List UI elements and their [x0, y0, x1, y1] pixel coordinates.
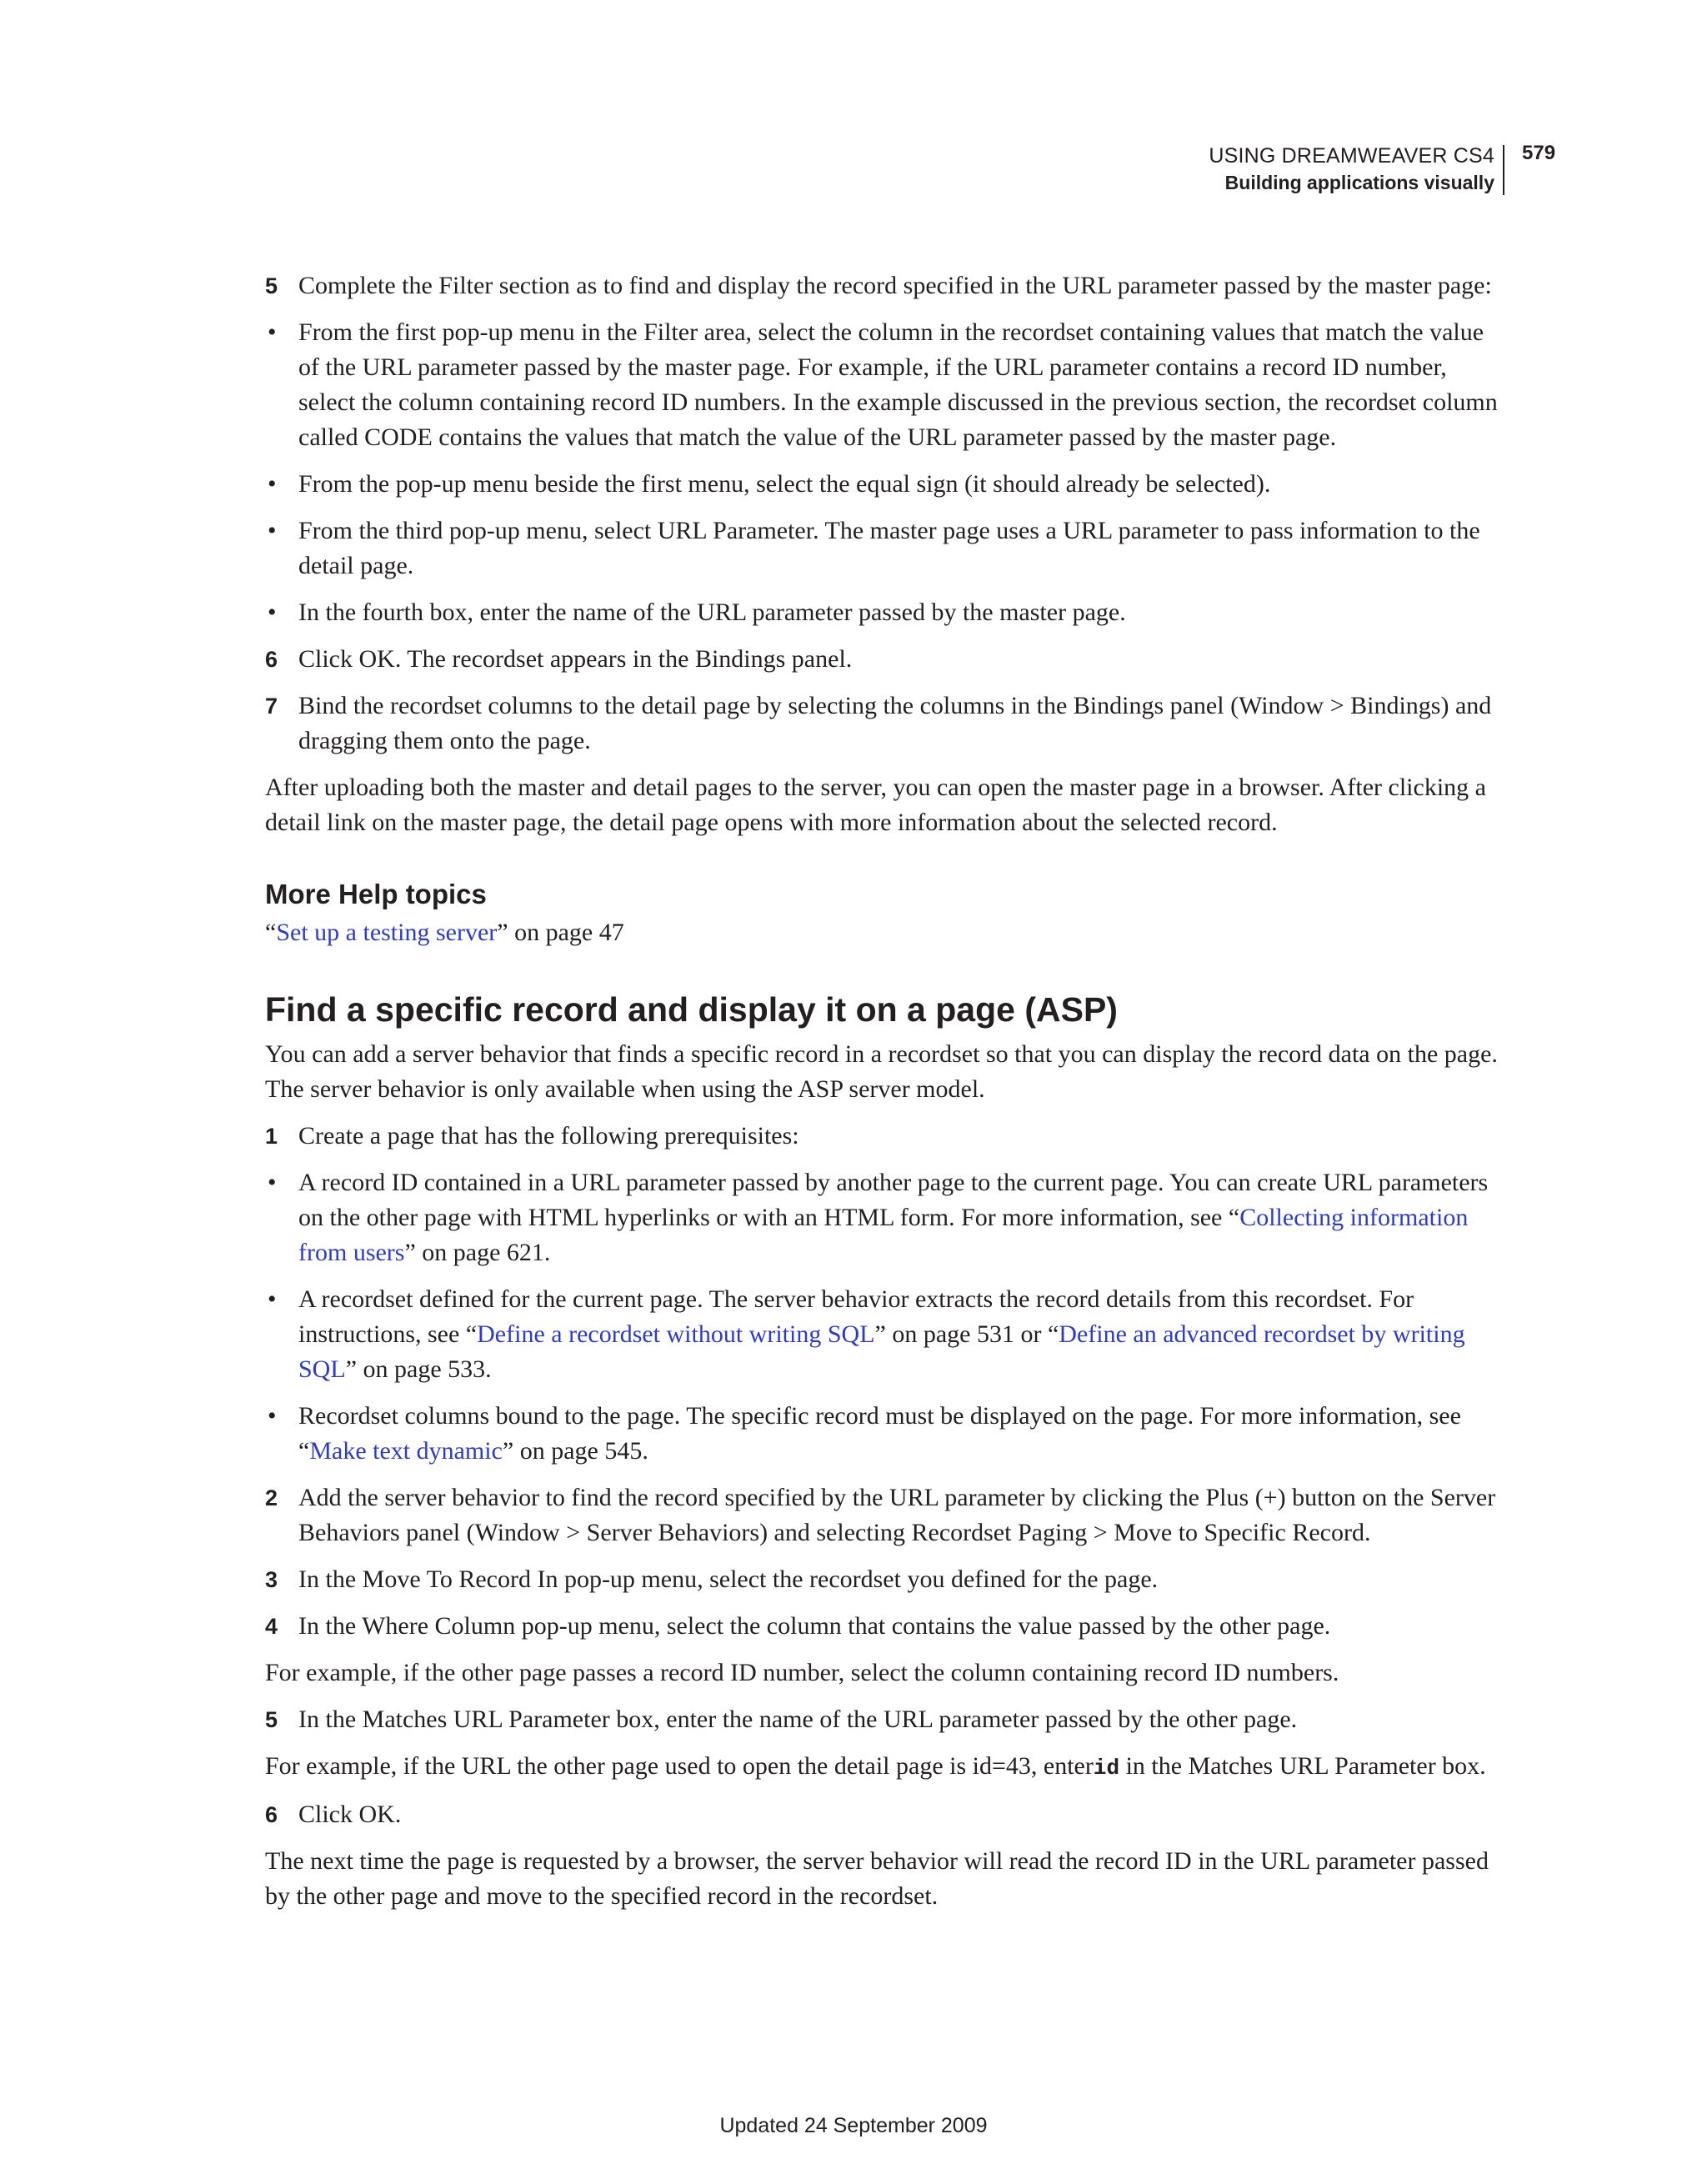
section-heading: Find a specific record and display it on a page (ASP): [265, 990, 1118, 1029]
bullet-item: [265, 1399, 1499, 1469]
step-text: Create a page that has the following prerequisites:: [298, 1122, 799, 1150]
step-text: In the Matches URL Parameter box, enter the name of the URL parameter passed by the other page.: [298, 1706, 1298, 1733]
bullet-glyph: •: [268, 1285, 277, 1313]
more-help-entry: [265, 915, 1499, 950]
bullet-text: From the first pop-up menu in the Filter area, select the column in the recordset containing values that match the value of the URL parameter passed by the master page. For example, if the URL parameter contains a record ID number, select the column containing record ID numbers. In the example discussed in the previous section, the recordset column called CODE contains the values that match the value of the URL parameter passed by the master page.: [298, 318, 1498, 451]
bullet-item: [265, 595, 1499, 630]
bullet-glyph: •: [268, 318, 277, 346]
example-text-end: in the Matches URL Parameter box.: [1119, 1752, 1486, 1780]
body-paragraph: [265, 1749, 1499, 1786]
bullet-text: A record ID contained in a URL parameter passed by another page to the current page. You can create URL parameters on the other page with HTML hyperlinks or with an HTML form. For more information, see: [298, 1169, 1489, 1231]
bullet-item: [265, 1282, 1499, 1387]
bullet-item: [265, 513, 1499, 584]
step-text: Click OK.: [298, 1801, 402, 1828]
step-number: 1: [265, 1124, 278, 1149]
body-paragraph: After uploading both the master and detail pages to the server, you can open the master page in a browser. After clicking a detail link on the master page, the detail page opens with more information about the selected record.: [265, 774, 1486, 836]
step-number: 5: [265, 273, 278, 298]
bullet-glyph: •: [268, 1169, 277, 1196]
link-collecting-information[interactable]: Collecting information from users: [298, 1204, 1469, 1266]
link-suffix: ” on page 47: [497, 919, 624, 946]
link-define-advanced-recordset[interactable]: Define an advanced recordset by writing SQL: [298, 1320, 1465, 1383]
page-footer: Updated 24 September 2009: [719, 2114, 988, 2137]
link-set-up-testing-server[interactable]: Set up a testing server: [276, 919, 498, 946]
step-number: 3: [265, 1567, 278, 1592]
header-section-title: Building applications visually: [1224, 172, 1494, 193]
step-number: 6: [265, 647, 278, 672]
link-make-text-dynamic[interactable]: Make text dynamic: [309, 1437, 503, 1465]
step-item: [265, 268, 1499, 303]
open-quote: “: [265, 919, 277, 946]
step-item: [265, 1562, 1499, 1597]
step-text: In the Where Column pop-up menu, select the column that contains the value passed by the other page.: [298, 1612, 1331, 1640]
link-define-recordset[interactable]: Define a recordset without writing SQL: [477, 1320, 875, 1348]
section-intro: You can add a server behavior that finds a specific record in a recordset so that you can display the record data on the page. The server behavior is only available when using the ASP server model.: [265, 1040, 1498, 1103]
bullet-text: A recordset defined for the current page. The server behavior extracts the record details from this recordset. For instructions, see: [298, 1285, 1414, 1348]
step-item: [265, 1702, 1499, 1737]
bullet-item: [265, 1165, 1499, 1270]
step-text: Bind the recordset columns to the detail page by selecting the columns in the Bindings panel (Window > Bindings) and dragging them onto the page.: [298, 692, 1492, 754]
bullet-text: From the pop-up menu beside the first menu, select the equal sign (it should already be selected).: [298, 470, 1271, 498]
open-quote: “: [298, 1437, 310, 1465]
step-number: 4: [265, 1614, 278, 1639]
page-content: [265, 268, 1499, 1926]
bullet-glyph: •: [268, 470, 277, 498]
step-number: 7: [265, 694, 278, 719]
step-item: [265, 642, 1499, 677]
open-quote: “: [1228, 1204, 1240, 1231]
link-suffix: ” on page 533.: [345, 1355, 492, 1383]
step-number: 2: [265, 1485, 278, 1510]
header-divider: [1503, 145, 1504, 195]
running-header: [504, 142, 1504, 200]
bullet-glyph: •: [268, 1402, 277, 1430]
step-text: Click OK. The recordset appears in the Bindings panel.: [298, 645, 853, 673]
bullet-text: From the third pop-up menu, select URL Parameter. The master page uses a URL parameter to pass information to the detail page.: [298, 517, 1480, 579]
link-suffix: ” on page 545.: [502, 1437, 648, 1465]
document-title: USING DREAMWEAVER CS4: [1209, 144, 1494, 168]
step-item: [265, 1797, 1499, 1832]
closing-paragraph: The next time the page is requested by a browser, the server behavior will read the record ID in the URL parameter passed by the other page and move to the specified record in the recordset.: [265, 1847, 1489, 1910]
step-item: [265, 1480, 1499, 1550]
bullet-text: In the fourth box, enter the name of the URL parameter passed by the master page.: [298, 599, 1126, 626]
page-number: 579: [1522, 142, 1556, 164]
more-help-heading: More Help topics: [265, 879, 487, 909]
link-separator: ” on page 531 or “: [874, 1320, 1059, 1348]
header-titles: [1209, 142, 1504, 195]
step-number: 5: [265, 1707, 278, 1732]
step-item: [265, 1609, 1499, 1644]
step-text: Complete the Filter section as to find and display the record specified in the URL parameter passed by the master page:: [298, 272, 1492, 299]
body-paragraph: For example, if the other page passes a record ID number, select the column containing record ID numbers.: [265, 1659, 1339, 1686]
open-quote: “: [465, 1320, 478, 1348]
bullet-item: [265, 315, 1499, 455]
step-text: In the Move To Record In pop-up menu, select the recordset you defined for the page.: [298, 1565, 1159, 1593]
bullet-glyph: •: [268, 517, 277, 544]
bullet-text: Recordset columns bound to the page. The specific record must be displayed on the page. For more information, see: [298, 1402, 1461, 1430]
step-text: Add the server behavior to find the record specified by the URL parameter by clicking the Plus (+) button on the Server Behaviors panel (Window > Server Behaviors) and selecting Recordset Paging > Move to Specific Record.: [298, 1484, 1496, 1546]
step-item: [265, 1119, 1499, 1154]
bullet-glyph: •: [268, 599, 277, 626]
link-suffix: ” on page 621.: [404, 1239, 551, 1266]
step-item: [265, 689, 1499, 759]
bullet-item: [265, 467, 1499, 502]
code-snippet: id: [1093, 1756, 1120, 1781]
step-number: 6: [265, 1802, 278, 1827]
example-text: For example, if the URL the other page used to open the detail page is id=43, enter: [265, 1752, 1094, 1780]
